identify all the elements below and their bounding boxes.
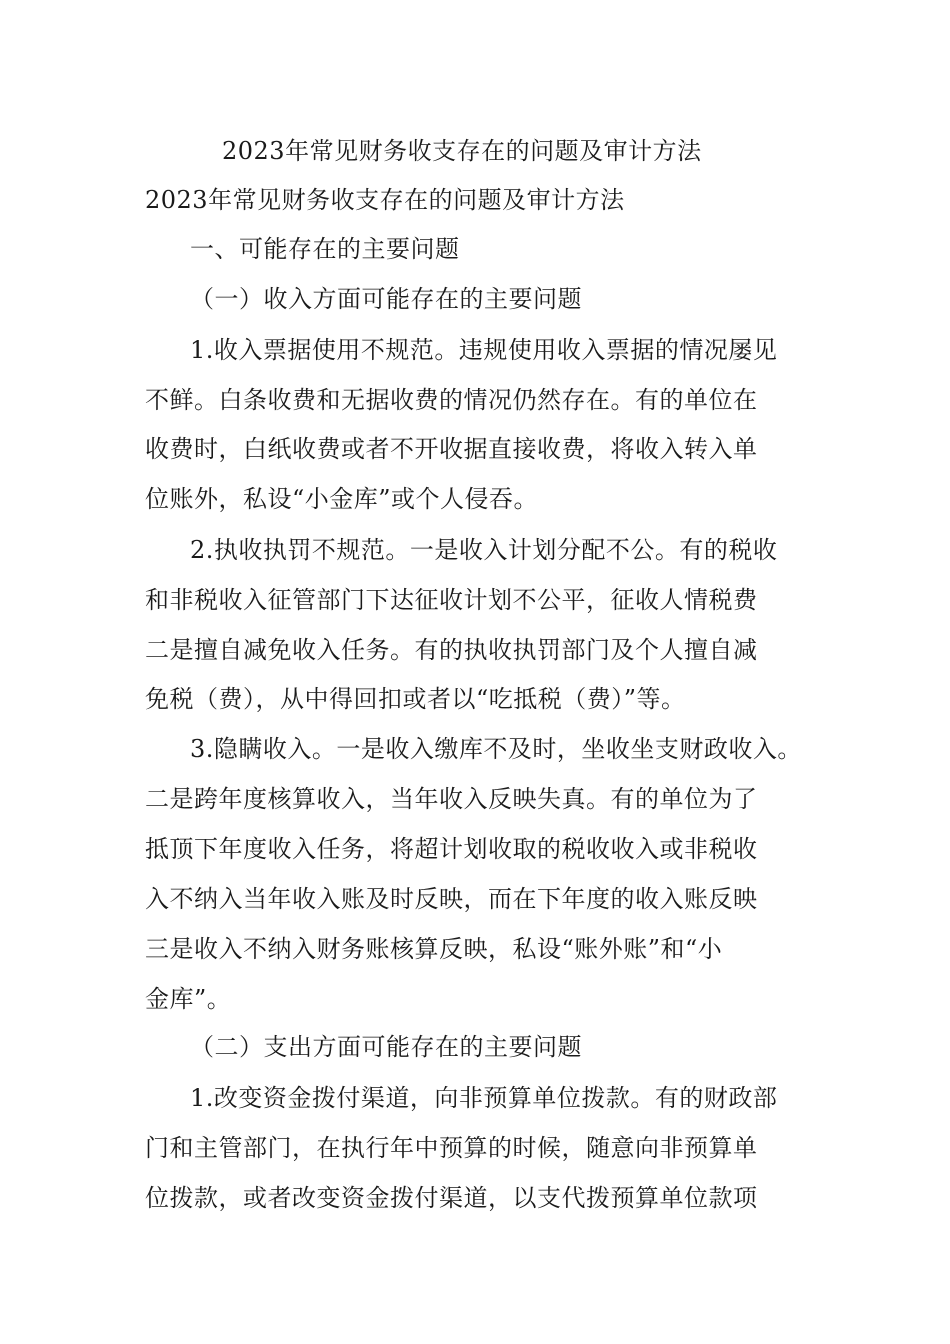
paragraph-line: 和非税收入征管部门下达征收计划不公平，征收人情税费 xyxy=(145,586,758,614)
paragraph-line: 位拨款，或者改变资金拨付渠道，以支代拨预算单位款项 xyxy=(145,1184,758,1212)
paragraph-line: 免税（费），从中得回扣或者以“吃抵税（费）”等。 xyxy=(145,685,686,713)
paragraph-line: 金库”。 xyxy=(145,985,232,1013)
paragraph-line: 二是擅自减免收入任务。有的执收执罚部门及个人擅自减 xyxy=(145,636,758,664)
paragraph-line: 1.改变资金拨付渠道，向非预算单位拨款。有的财政部 xyxy=(190,1084,778,1112)
paragraph-line: 2.执收执罚不规范。一是收入计划分配不公。有的税收 xyxy=(190,536,778,564)
paragraph-line: 不鲜。白条收费和无据收费的情况仍然存在。有的单位在 xyxy=(145,386,758,414)
paragraph-line: 入不纳入当年收入账及时反映，而在下年度的收入账反映 xyxy=(145,885,758,913)
paragraph-line: 三是收入不纳入财务账核算反映，私设“账外账”和“小 xyxy=(145,935,723,963)
paragraph-line: 3.隐瞒收入。一是收入缴库不及时，坐收坐支财政收入。 xyxy=(190,735,802,763)
document-title: 2023年常见财务收支存在的问题及审计方法 xyxy=(222,137,702,165)
paragraph-line: 1.收入票据使用不规范。违规使用收入票据的情况屡见 xyxy=(190,336,778,364)
paragraph-line: 位账外，私设“小金库”或个人侵吞。 xyxy=(145,485,539,513)
paragraph-line: 收费时，白纸收费或者不开收据直接收费，将收入转入单 xyxy=(145,435,758,463)
subsection-heading: （二）支出方面可能存在的主要问题 xyxy=(190,1033,582,1061)
subsection-heading: （一）收入方面可能存在的主要问题 xyxy=(190,285,582,313)
paragraph-line: 门和主管部门，在执行年中预算的时候，随意向非预算单 xyxy=(145,1134,758,1162)
paragraph-line: 抵顶下年度收入任务，将超计划收取的税收收入或非税收 xyxy=(145,835,758,863)
section-heading: 一、可能存在的主要问题 xyxy=(190,235,460,263)
paragraph-line: 二是跨年度核算收入，当年收入反映失真。有的单位为了 xyxy=(145,785,758,813)
document-subtitle: 2023年常见财务收支存在的问题及审计方法 xyxy=(145,186,625,214)
